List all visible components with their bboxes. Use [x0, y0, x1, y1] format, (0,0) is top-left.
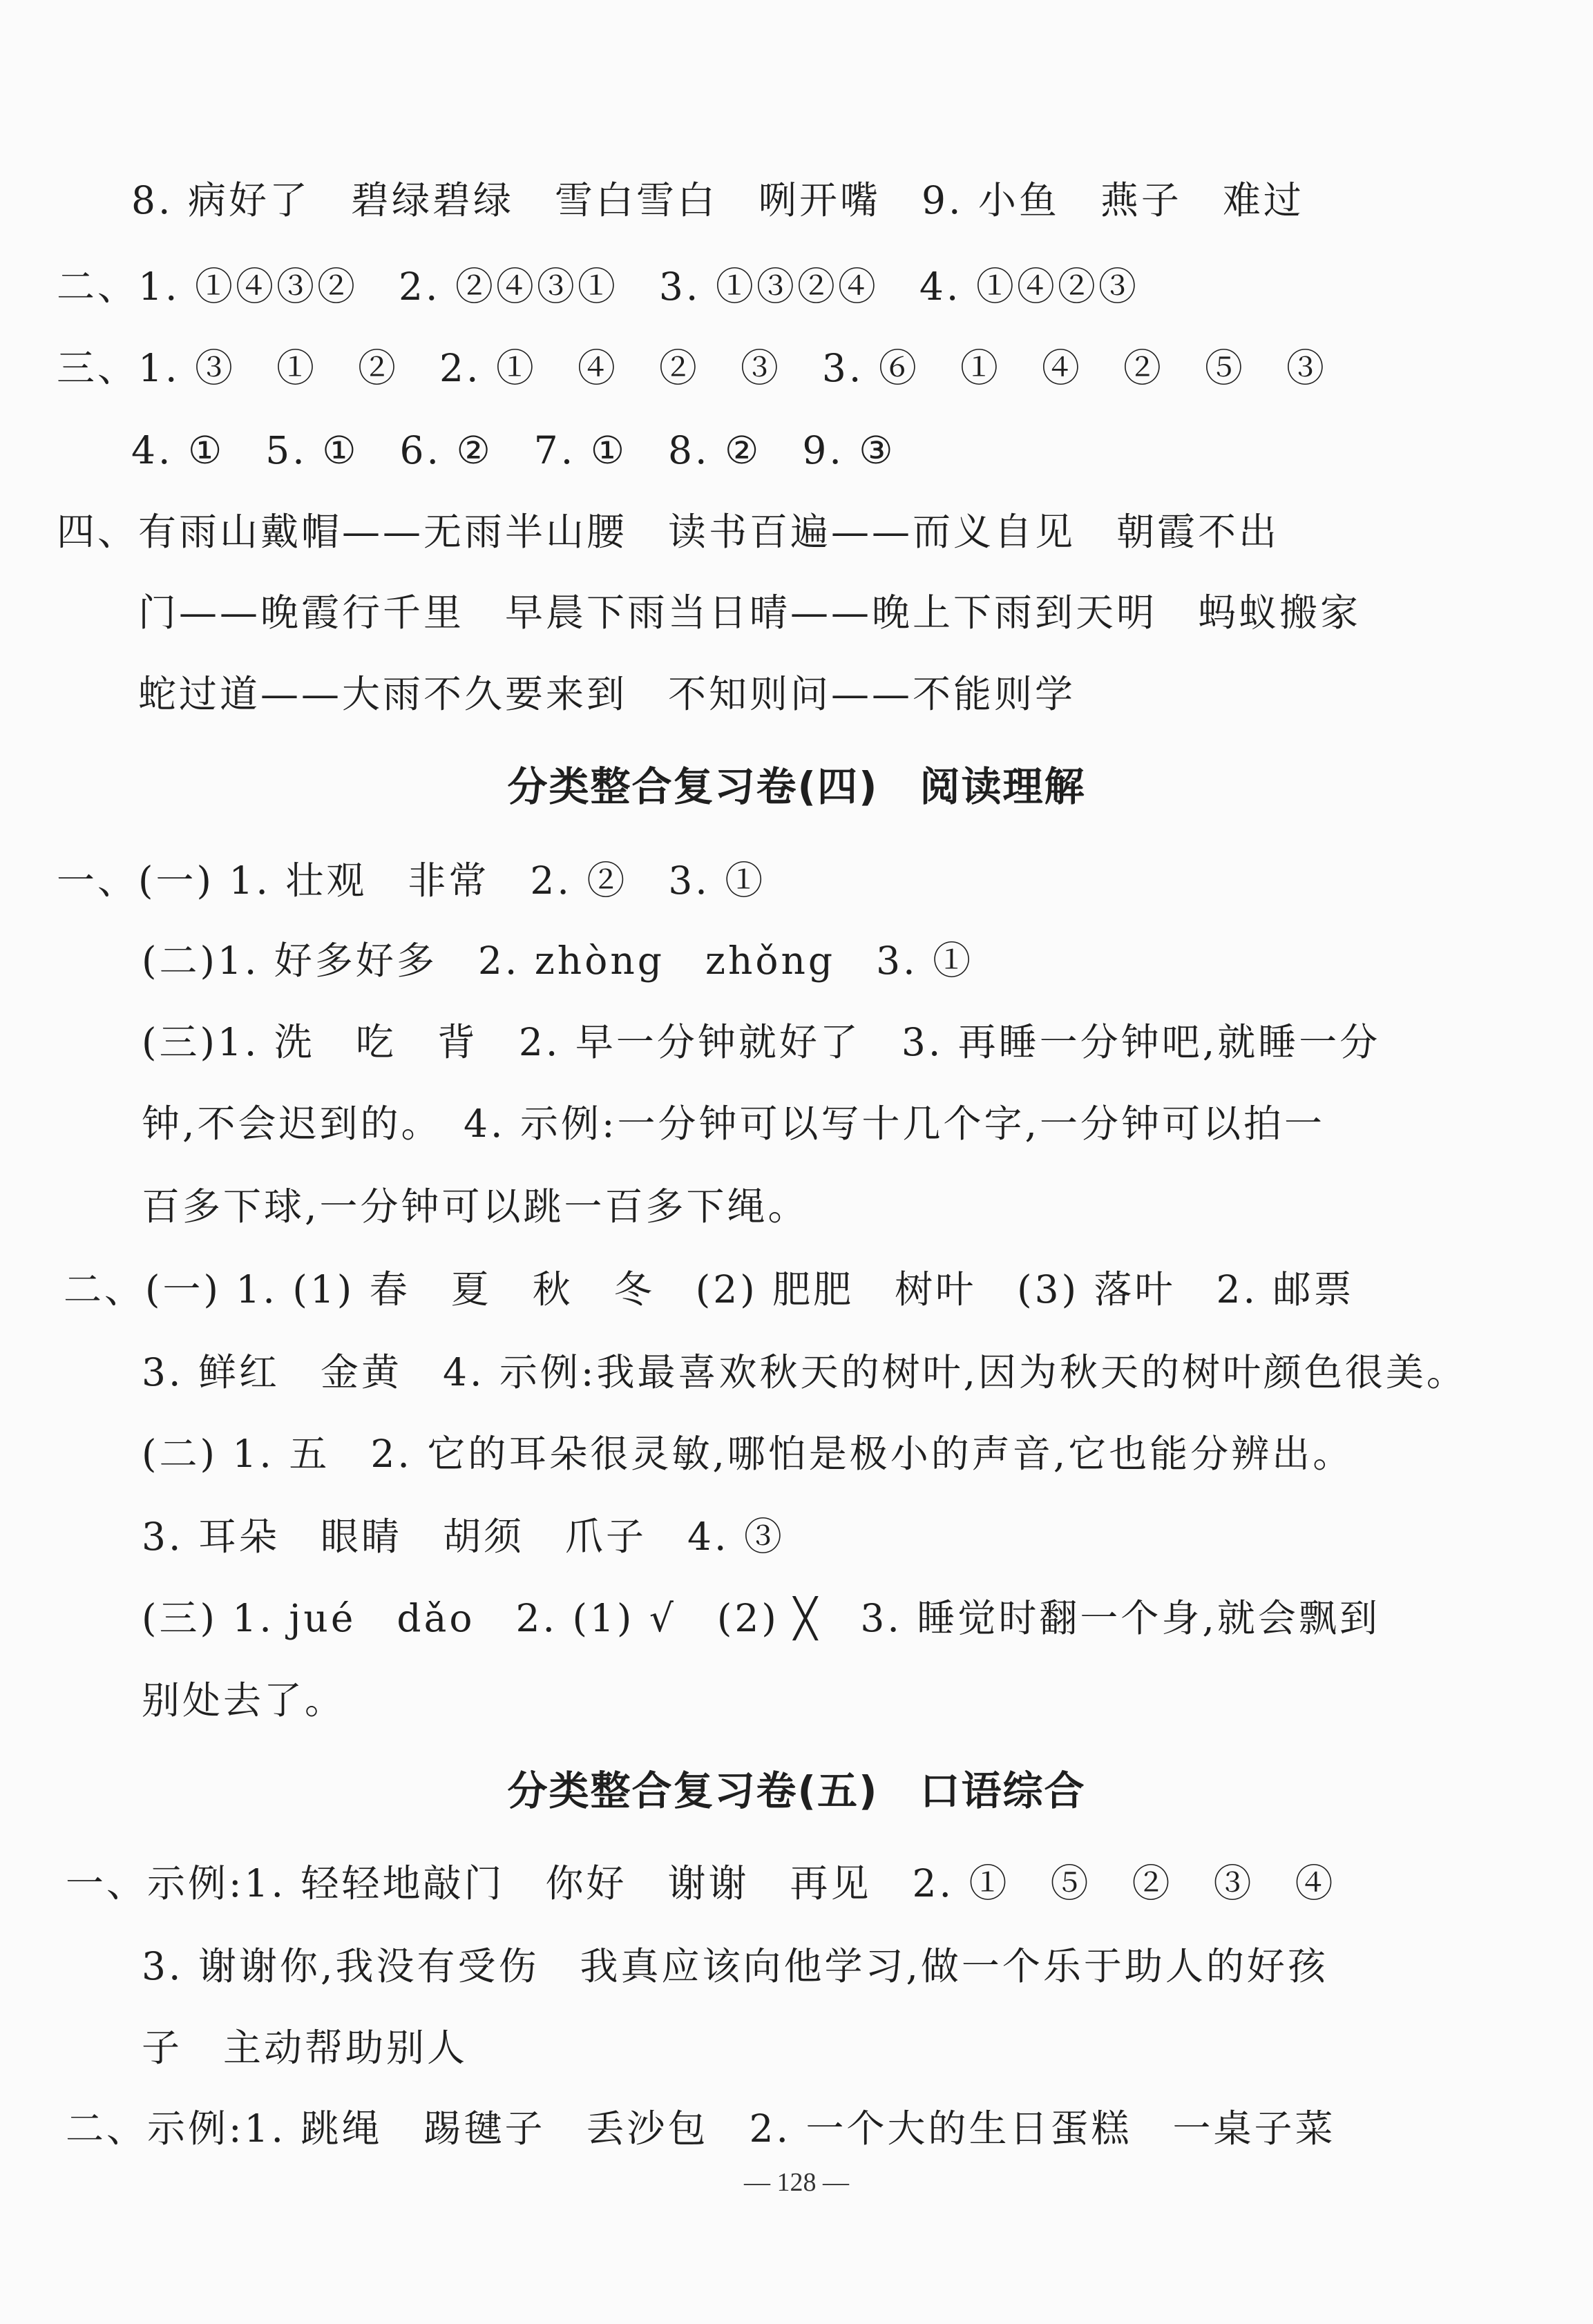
answer-line: 一、示例:1. 轻轻地敲门 你好 谢谢 再见 2. ① ⑤ ② ③ ④ [66, 1861, 1336, 1905]
answer-line: 钟,不会迟到的。 4. 示例:一分钟可以写十几个字,一分钟可以拍一 [142, 1102, 1325, 1146]
answer-line: 子 主动帮助别人 [142, 2026, 468, 2070]
answer-line: 二、示例:1. 跳绳 踢毽子 丢沙包 2. 一个大的生日蛋糕 一桌子菜 [66, 2106, 1336, 2151]
section-heading: 分类整合复习卷(四) 阅读理解 [507, 763, 1086, 810]
answer-line: 二、(一) 1. (1) 春 夏 秋 冬 (2) 肥肥 树叶 (3) 落叶 2. 邮票 [64, 1267, 1355, 1312]
answer-line: 3. 鲜红 金黄 4. 示例:我最喜欢秋天的树叶,因为秋天的树叶颜色很美。 [142, 1350, 1467, 1394]
answer-line: (二)1. 好多好多 2. zhòng zhǒng 3. ① [142, 939, 974, 983]
answer-line: 门——晚霞行千里 早晨下雨当日晴——晚上下雨到天明 蚂蚁搬家 [138, 590, 1362, 635]
page-number: — 128 — [744, 2168, 849, 2197]
section-heading: 分类整合复习卷(五) 口语综合 [507, 1767, 1086, 1814]
answer-line: 一、(一) 1. 壮观 非常 2. ② 3. ① [57, 858, 766, 903]
answer-line: 三、1. ③ ① ② 2. ① ④ ② ③ 3. ⑥ ① ④ ② ⑤ ③ [57, 346, 1327, 390]
answer-line: 四、有雨山戴帽——无雨半山腰 读书百遍——而义自见 朝霞不出 [57, 510, 1280, 554]
answer-line: 二、1. ①④③② 2. ②④③① 3. ①③②④ 4. ①④②③ [57, 265, 1139, 309]
answer-line: 百多下球,一分钟可以跳一百多下绳。 [142, 1184, 809, 1229]
answer-line: (二) 1. 五 2. 它的耳朵很灵敏,哪怕是极小的声音,它也能分辨出。 [142, 1432, 1354, 1476]
answer-line: (三) 1. jué dǎo 2. (1) √ (2) ╳ 3. 睡觉时翻一个身,就会飘到 [142, 1596, 1380, 1640]
answer-line: 8. 病好了 碧绿碧绿 雪白雪白 咧开嘴 9. 小鱼 燕子 难过 [131, 178, 1304, 222]
answer-line: (三)1. 洗 吃 背 2. 早一分钟就好了 3. 再睡一分钟吧,就睡一分 [142, 1020, 1381, 1064]
answer-line: 蛇过道——大雨不久要来到 不知则问——不能则学 [138, 672, 1076, 716]
answer-line: 3. 耳朵 眼睛 胡须 爪子 4. ③ [142, 1515, 785, 1559]
answer-line: 4. ① 5. ① 6. ② 7. ① 8. ② 9. ③ [131, 428, 896, 472]
answer-line: 3. 谢谢你,我没有受伤 我真应该向他学习,做一个乐于助人的好孩 [142, 1944, 1328, 1988]
answer-line: 别处去了。 [142, 1678, 346, 1722]
